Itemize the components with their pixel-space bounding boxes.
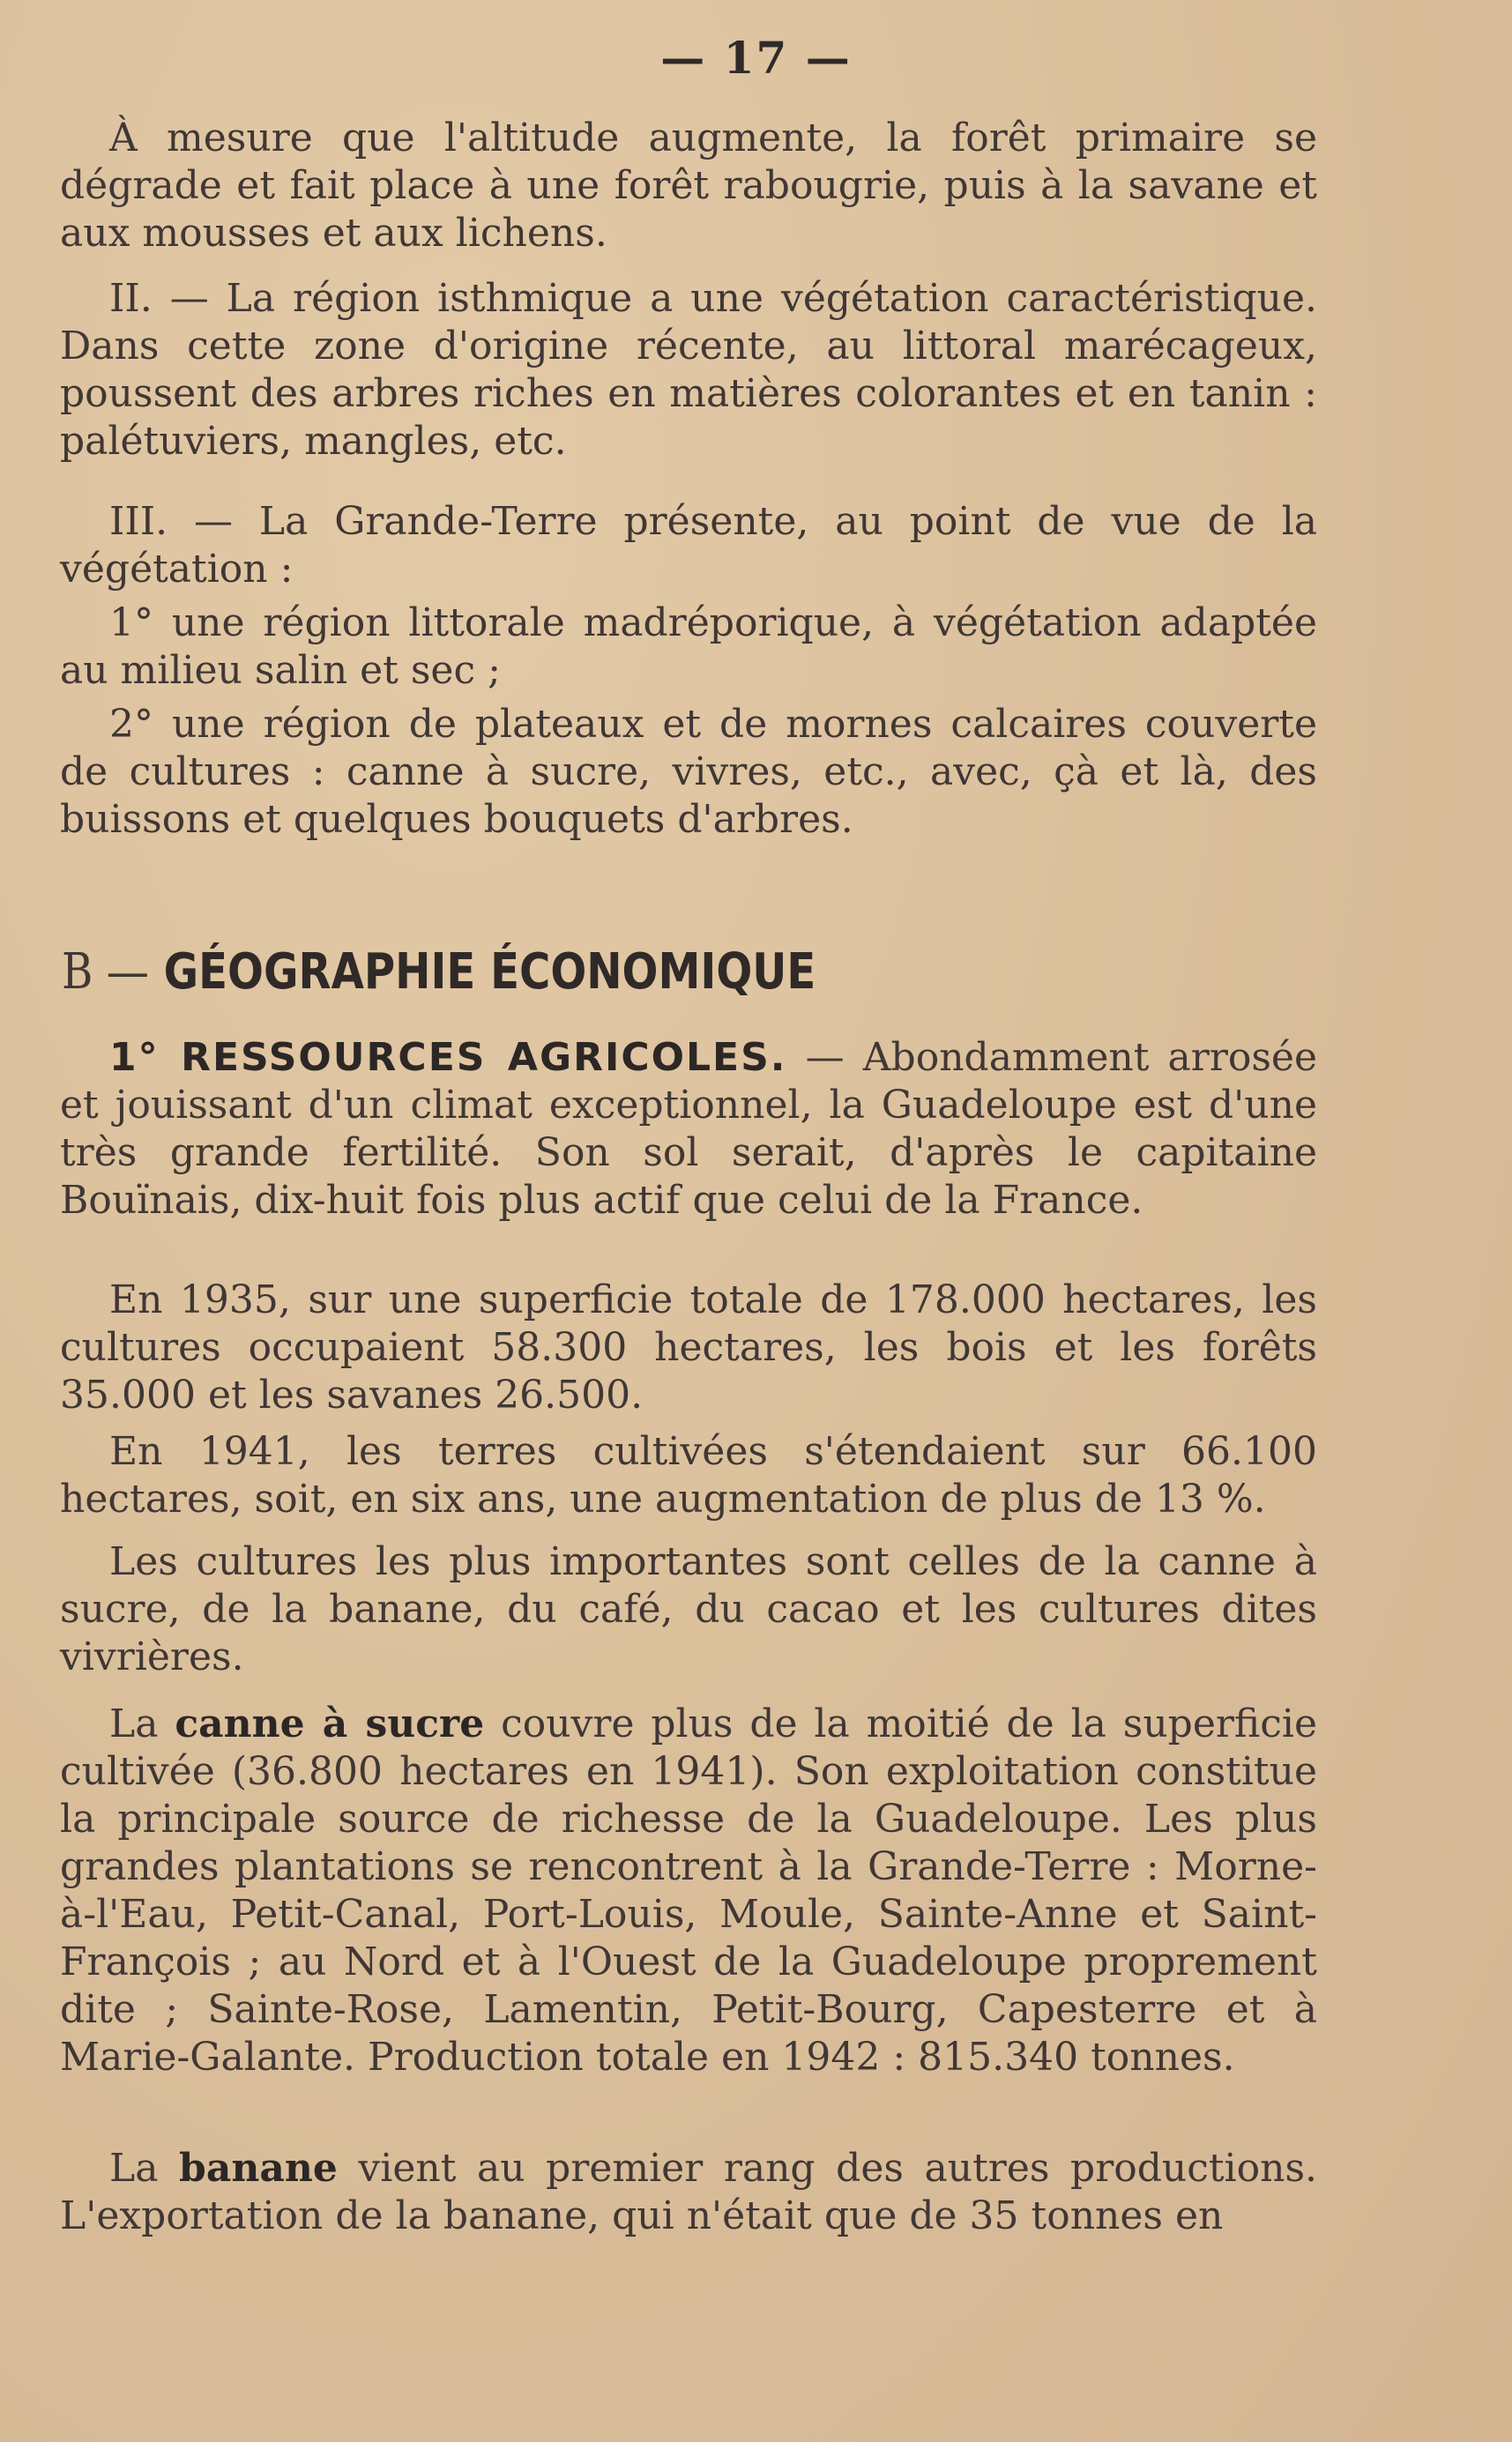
emphasis-banana: banane xyxy=(179,2146,338,2191)
paragraph-grande-terre xyxy=(60,498,1317,593)
paragraph-body: — Abondamment arrosée et jouissant d'un climat exceptionnel, la Guadeloupe est d'une très grande fertilité. Son sol serait, d'après le capitaine Bouïnais, dix-huit fois plus actif que celui de la France. xyxy=(60,1035,1318,1223)
paragraph-sugar-cane xyxy=(60,1701,1317,2081)
paragraph-text: En 1941, les terres cultivées s'étendaient sur 66.100 hectares, soit, en six ans, une augmentation de plus de 13 %. xyxy=(60,1429,1317,1522)
emphasis-sugar-cane: canne à sucre xyxy=(175,1701,485,1746)
paragraph-text: 1° une région littorale madréporique, à végétation adaptée au milieu salin et sec ; xyxy=(60,600,1317,693)
paragraph-body: couvre plus de la moitié de la superficie cultivée (36.800 hectares en 1941). Son exploitation constitue la principale source de richesse de la Guadeloupe. Les plus grandes plantations se rencontrent à la Grande-Terre : Morne-à-l'Eau, Petit-Canal, Port-Louis, Moule, Sainte-Anne et Saint-François ; au Nord et à l'Ouest de la Guadeloupe proprement dite ; Sainte-Rose, Lamentin, Petit-Bourg, Capesterre et à Marie-Galante. Production totale en 1942 : 815.340 tonnes. xyxy=(60,1701,1317,2080)
paragraph-agricultural-resources xyxy=(60,1034,1317,1225)
paragraph-text: III. — La Grande-Terre présente, au point de vue de la végétation : xyxy=(60,499,1317,592)
paragraph-lead: La xyxy=(109,1701,175,1746)
paragraph-text xyxy=(60,1034,1317,1225)
paragraph-banana xyxy=(60,2145,1317,2240)
paragraph-text: Les cultures les plus importantes sont celles de la canne à sucre, de la banane, du café, du cacao et les cultures dites vivrières. xyxy=(60,1539,1317,1679)
paragraph-text xyxy=(60,1701,1317,2081)
paragraph-isthmic-region xyxy=(60,275,1317,465)
list-item-plateau-region xyxy=(60,701,1317,844)
paragraph-text xyxy=(60,2145,1317,2240)
paragraph-text: En 1935, sur une superficie totale de 178.000 hectares, les cultures occupaient 58.300 hectares, les bois et les forêts 35.000 et les savanes 26.500. xyxy=(60,1277,1317,1418)
paragraph-forest-altitude xyxy=(60,115,1317,257)
section-letter: B — xyxy=(62,943,149,1001)
paragraph-1935-statistics xyxy=(60,1277,1317,1419)
paragraph-text: 2° une région de plateaux et de mornes calcaires couverte de cultures : canne à sucre, vivres, etc., avec, çà et là, des buissons et quelques bouquets d'arbres. xyxy=(60,702,1317,842)
subsection-heading: 1° RESSOURCES AGRICOLES. xyxy=(109,1035,787,1080)
page-number: — 17 — xyxy=(660,32,852,84)
paragraph-text: II. — La région isthmique a une végétation caractéristique. Dans cette zone d'origine récente, au littoral marécageux, poussent des arbres riches en matières colorantes et en tanin : palétuviers, mangles, etc. xyxy=(60,276,1317,464)
paragraph-body: vient au premier rang des autres productions. L'exportation de la banane, qui n'était que de 35 tonnes en xyxy=(60,2146,1318,2238)
section-title: GÉOGRAPHIE ÉCONOMIQUE xyxy=(163,943,816,1001)
paragraph-text: À mesure que l'altitude augmente, la forêt primaire se dégrade et fait place à une forêt rabougrie, puis à la savane et aux mousses et aux lichens. xyxy=(60,115,1317,256)
paragraph-1941-statistics xyxy=(60,1428,1317,1523)
section-heading xyxy=(62,943,816,1001)
paragraph-lead: La xyxy=(109,2146,180,2191)
paragraph-main-crops xyxy=(60,1538,1317,1681)
list-item-littoral-region xyxy=(60,599,1317,695)
